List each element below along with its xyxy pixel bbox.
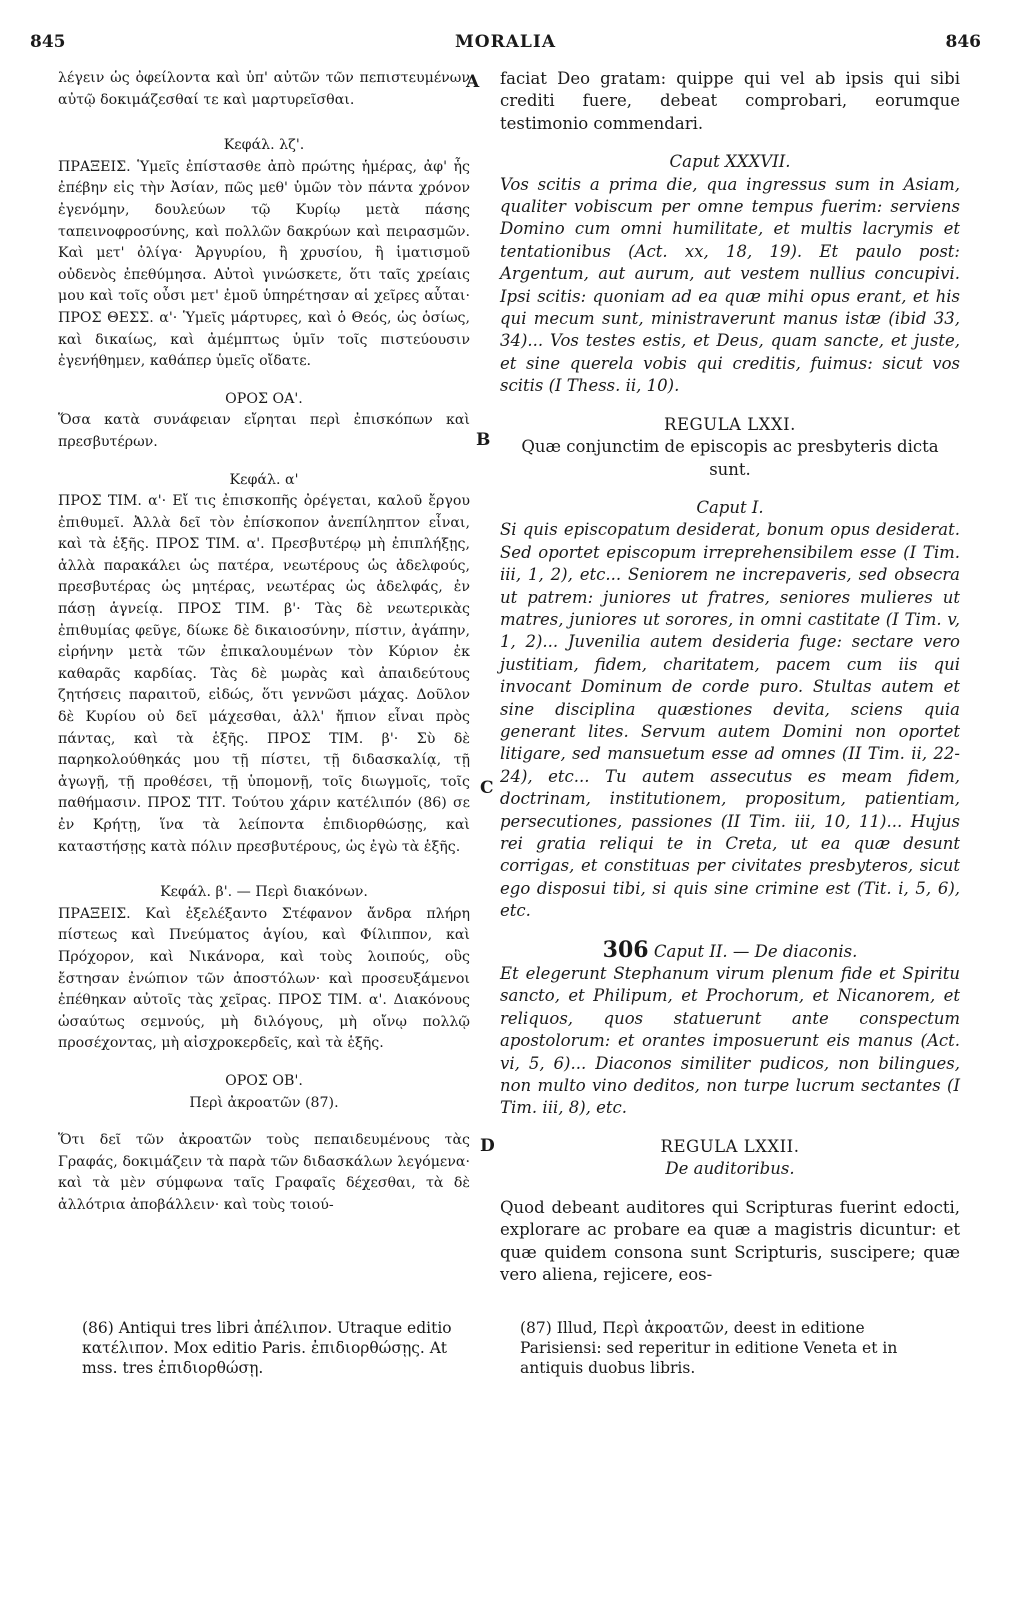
- margin-marker-d: D: [480, 1136, 495, 1156]
- latin-rule-subtitle: De auditoribus.: [665, 1159, 795, 1179]
- latin-rule-summary: Quæ conjunctim de episcopis ac presbyteris dicta sunt.: [521, 437, 939, 479]
- latin-chapter-heading: [500, 936, 960, 963]
- page-number-right: 846: [945, 32, 981, 52]
- greek-rule-heading: ΟΡΟΣ ΟΒ'.: [225, 1072, 303, 1089]
- greek-chapter-heading: Κεφάλ. λζ'.: [223, 137, 305, 154]
- footnote-86: [82, 1318, 472, 1378]
- latin-chapter-heading: Caput I.: [696, 497, 764, 517]
- latin-paragraph: Quod debeant auditores qui Scripturas fuerint edocti, explorare ac probare ea quæ a magistris dicuntur: et quæ quidem consona sunt Scripturis, suscipere; quæ vero aliena, rejicere, eos-: [500, 1197, 960, 1284]
- latin-chapter-title: Caput II. — De diaconis.: [653, 941, 858, 961]
- latin-column: [500, 68, 960, 1286]
- greek-chapter-heading: Κεφάλ. α': [229, 471, 299, 488]
- page-number-left: 845: [30, 32, 66, 52]
- footnote-text: (87) Illud, Περὶ ἀκροατῶν, deest in editione Parisiensi: sed reperitur in editione Veneta et in antiquis duobus libris.: [520, 1319, 898, 1377]
- margin-marker-c: C: [480, 778, 494, 798]
- latin-chapter-heading: Caput XXXVII.: [669, 152, 791, 172]
- footnote-87: [520, 1318, 940, 1378]
- greek-rule-subtitle: Περὶ ἀκροατῶν (87).: [189, 1094, 339, 1111]
- greek-rule-heading: ΟΡΟΣ ΟΑ'.: [225, 390, 303, 407]
- greek-rule-summary: Ὅσα κατὰ συνάφειαν εἴρηται περὶ ἐπισκόπων καὶ πρεσβυτέρων.: [58, 412, 470, 450]
- greek-column: [58, 68, 470, 1217]
- greek-paragraph: ΠΡΟΣ ΤΙΜ. α'· Εἴ τις ἐπισκοπῆς ὀρέγεται, καλοῦ ἔργου ἐπιθυμεῖ. Ἀλλὰ δεῖ τὸν ἐπίσκοπον ἀνεπίληπτον εἶναι, καὶ τὰ ἑξῆς. ΠΡΟΣ ΤΙΜ. α'. Πρεσβυτέρῳ μὴ ἐπιπλήξῃς, ἀλλὰ παρακάλει ὡς πατέρα, νεωτέρους ὡς ἀδελφούς, πρεσβυτέρας ὡς μητέρας, νεωτέρας ὡς ἀδελφάς, ἐν πάσῃ ἁγνείᾳ. ΠΡΟΣ ΤΙΜ. β'· Τὰς δὲ νεωτερικὰς ἐπιθυμίας φεῦγε, δίωκε δὲ δικαιοσύνην, πίστιν, ἀγάπην, εἰρήνην μετὰ τῶν ἐπικαλουμένων τὸν Κύριον ἐκ καθαρᾶς καρδίας. Τὰς δὲ μωρὰς καὶ ἀπαιδεύτους ζητήσεις παραιτοῦ, εἰδώς, ὅτι γεννῶσι μάχας. Δοῦλον δὲ Κυρίου οὐ δεῖ μάχεσθαι, ἀλλ' ἤπιον εἶναι πρὸς πάντας, καὶ τὰ ἑξῆς. ΠΡΟΣ ΤΙΜ. β'· Σὺ δὲ παρηκολούθηκάς μου τῇ πίστει, τῇ διδασκαλίᾳ, τῇ ἀγωγῇ, τῇ προθέσει, τῇ ὑπομονῇ, τοῖς διωγμοῖς, τοῖς παθήμασιν. ΠΡΟΣ ΤΙΤ. Τούτου χάριν κατέλιπόν (86) σε ἐν Κρήτῃ, ἵνα τὰ λείποντα ἐπιδιορθώσῃς, καὶ καταστήσῃς κατὰ πόλιν πρεσβυτέρους, ὡς ἐγὼ τὰ ἑξῆς.: [58, 493, 470, 855]
- margin-marker-b: B: [476, 430, 491, 450]
- running-title: MORALIA: [454, 32, 557, 52]
- latin-paragraph: Et elegerunt Stephanum virum plenum fide et Spiritu sancto, et Philipum, et Prochorum, et Nicanorem, et reliquos, quos statuerunt ante conspectum apostolorum: et orantes imposuerunt eis manus (Act. vi, 5, 6)... Diaconos similiter pudicos, non bilingues, non multo vino deditos, non turpe lucrum sectantes (I Tim. iii, 8), etc.: [500, 964, 960, 1118]
- greek-chapter-heading: Κεφάλ. β'. — Περὶ διακόνων.: [160, 884, 368, 901]
- latin-rule-heading: REGULA LXXI.: [664, 414, 796, 434]
- running-header: [30, 32, 981, 62]
- greek-paragraph: λέγειν ὡς ὀφείλοντα καὶ ὑπ' αὐτῶν τῶν πεπιστευμένων αὐτῷ δοκιμάζεσθαί τε καὶ μαρτυρεῖσθαι.: [58, 70, 470, 108]
- greek-paragraph: ΠΡΑΞΕΙΣ. Ὑμεῖς ἐπίστασθε ἀπὸ πρώτης ἡμέρας, ἀφ' ἧς ἐπέβην εἰς τὴν Ἀσίαν, πῶς μεθ' ὑμῶν τὸν πάντα χρόνον ἐγενόμην, δουλεύων τῷ Κυρίῳ μετὰ πάσης ταπεινοφροσύνης, καὶ πολλῶν δακρύων καὶ πειρασμῶν. Καὶ μετ' ὀλίγα· Ἀργυρίου, ἢ χρυσίου, ἢ ἱματισμοῦ οὐδενὸς ἐπεθύμησα. Αὐτοὶ γινώσκετε, ὅτι ταῖς χρείαις μου καὶ τοῖς οὖσι μετ' ἐμοῦ ὑπηρέτησαν αἱ χεῖρες αὗται· ΠΡΟΣ ΘΕΣΣ. α'· Ὑμεῖς μάρτυρες, καὶ ὁ Θεός, ὡς ὁσίως, καὶ δικαίως, καὶ ἀμέμπτως ὑμῖν τοῖς πιστεύουσιν ἐγενήθημεν, καθάπερ ὑμεῖς οἴδατε.: [58, 158, 470, 370]
- footnote-text: (86) Antiqui tres libri ἀπέλιπον. Utraque editio κατέλιπον. Mox editio Paris. ἐπιδιορθώσῃς. At mss. tres ἐπιδιορθώσῃ.: [82, 1319, 452, 1377]
- column-number-306: 306: [602, 936, 649, 963]
- latin-rule-heading: REGULA LXXII.: [660, 1136, 800, 1156]
- latin-paragraph: faciat Deo gratam: quippe qui vel ab ipsis qui sibi crediti fuere, debeat comprobari, eorumque testimonio commendari.: [500, 69, 960, 133]
- latin-paragraph: Vos scitis a prima die, qua ingressus sum in Asiam, qualiter vobiscum per omne tempus fuerim: serviens Domino cum omni humilitate, et multis lacrymis et tentationibus (Act. xx, 18, 19). Et paulo post: Argentum, aut aurum, aut vestem nullius concupivi. Ipsi scitis: quoniam ad ea quæ mihi opus erant, et his qui mecum sunt, ministraverunt manus istæ (ibid 33, 34)... Vos testes estis, et Deus, quam sancte, et juste, et sine querela vobis qui creditis, fuimus: sicut vos scitis (I Thess. ii, 10).: [500, 174, 960, 396]
- greek-paragraph: ΠΡΑΞΕΙΣ. Καὶ ἐξελέξαντο Στέφανον ἄνδρα πλήρη πίστεως καὶ Πνεύματος ἁγίου, καὶ Φίλιππον, καὶ Πρόχορον, καὶ Νικάνορα, καὶ τοὺς λοιπούς, οὓς ἔστησαν ἐνώπιον τῶν ἀποστόλων· καὶ προσευξάμενοι ἐπέθηκαν αὐτοῖς τὰς χεῖρας. ΠΡΟΣ ΤΙΜ. α'. Διακόνους ὡσαύτως σεμνούς, μὴ διλόγους, μὴ οἴνῳ πολλῷ προσέχοντας, μὴ αἰσχροκερδεῖς, καὶ τὰ ἑξῆς.: [58, 905, 470, 1052]
- greek-paragraph: Ὅτι δεῖ τῶν ἀκροατῶν τοὺς πεπαιδευμένους τὰς Γραφάς, δοκιμάζειν τὰ παρὰ τῶν διδασκάλων λεγόμενα· καὶ τὰ μὲν σύμφωνα ταῖς Γραφαῖς δέχεσθαι, τὰ δὲ ἀλλότρια ἀποβάλλειν· καὶ τοὺς τοιού-: [58, 1132, 470, 1213]
- margin-marker-a: A: [466, 72, 480, 92]
- latin-paragraph: Si quis episcopatum desiderat, bonum opus desiderat. Sed oportet episcopum irreprehensibilem esse (I Tim. iii, 1, 2), etc... Seniorem ne increpaveris, sed obsecra ut patrem: juniores ut fratres, seniores mulieres ut matres, juniores ut sorores, in omni castitate (I Tim. v, 1, 2)... Juvenilia autem desideria fuge: sectare vero justitiam, fidem, charitatem, pacem cum iis qui invocant Dominum de corde puro. Stultas autem et sine disciplina quæstiones devita, sciens quia generant lites. Servum autem Domini non oportet litigare, sed mansuetum esse ad omnes (II Tim. ii, 22-24), etc... Tu autem assecutus es meam fidem, doctrinam, institutionem, propositum, patientiam, persecutiones, passiones (II Tim. iii, 10, 11)... Hujus rei gratia reliqui te in Creta, ut ea quæ desunt corrigas, et constituas per civitates presbyteros, sicut ego disposui tibi, si quis sine crimine est (Tit. i, 5, 6), etc.: [500, 520, 960, 921]
